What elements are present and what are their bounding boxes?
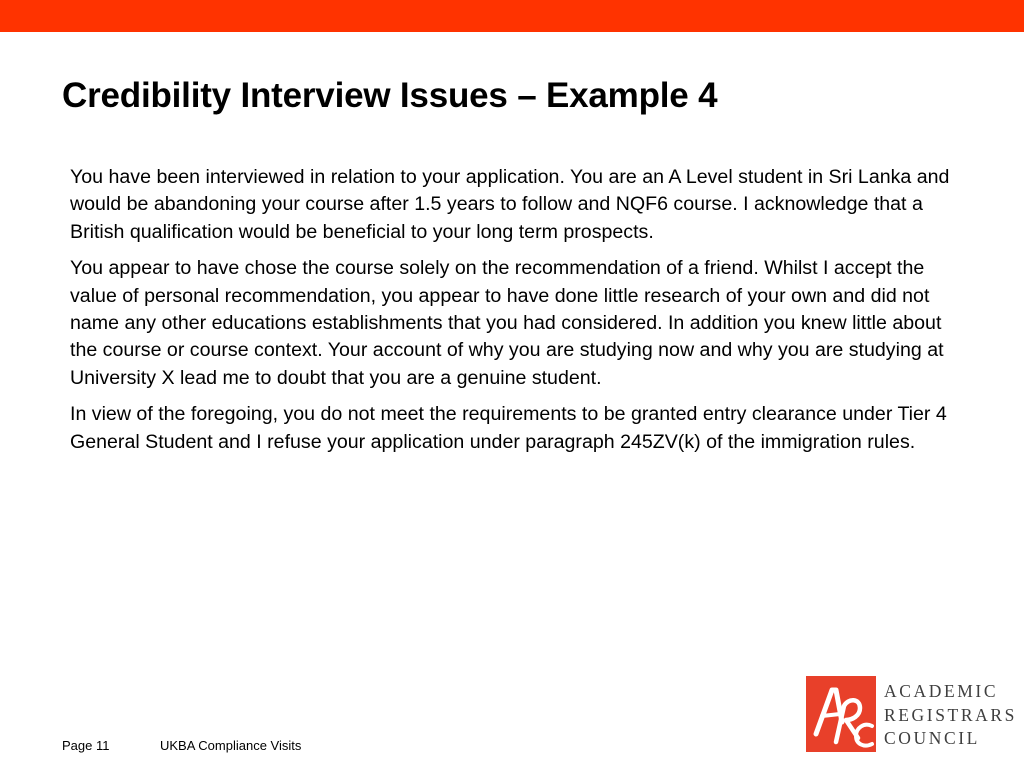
arc-logo-icon (806, 676, 876, 752)
top-accent-bar (0, 0, 1024, 32)
footer-title: UKBA Compliance Visits (160, 738, 302, 753)
arc-logo (806, 676, 1020, 752)
slide-body (70, 164, 950, 465)
logo-text (884, 680, 1017, 751)
paragraph-3: In view of the foregoing, you do not meet the requirements to be granted entry clearance under Tier 4 General Student and I refuse your application under paragraph 245ZV(k) of the immigration rules. (70, 403, 947, 453)
footer-page-number: Page 11 (62, 738, 110, 753)
paragraph-1: You have been interviewed in relation to your application. You are an A Level student in Sri Lanka and would be abandoning your course after 1.5 years to follow and NQF6 course. I acknowledge that a British qualification would be beneficial to your long term prospects. (70, 166, 950, 243)
paragraph-2: You appear to have chose the course solely on the recommendation of a friend. Whilst I accept the value of personal recommendation, you appear to have done little research of your own and did not name any other educations establishments that you had considered. In addition you knew little about the course or course context. Your account of why you are studying now and why you are studying at University X lead me to doubt that you are a genuine student. (70, 257, 944, 389)
logo-line-3: COUNCIL (884, 728, 980, 748)
logo-line-1: ACADEMIC (884, 681, 999, 701)
slide-title: Credibility Interview Issues – Example 4 (62, 76, 718, 115)
logo-line-2: REGISTRARS (884, 704, 1017, 725)
